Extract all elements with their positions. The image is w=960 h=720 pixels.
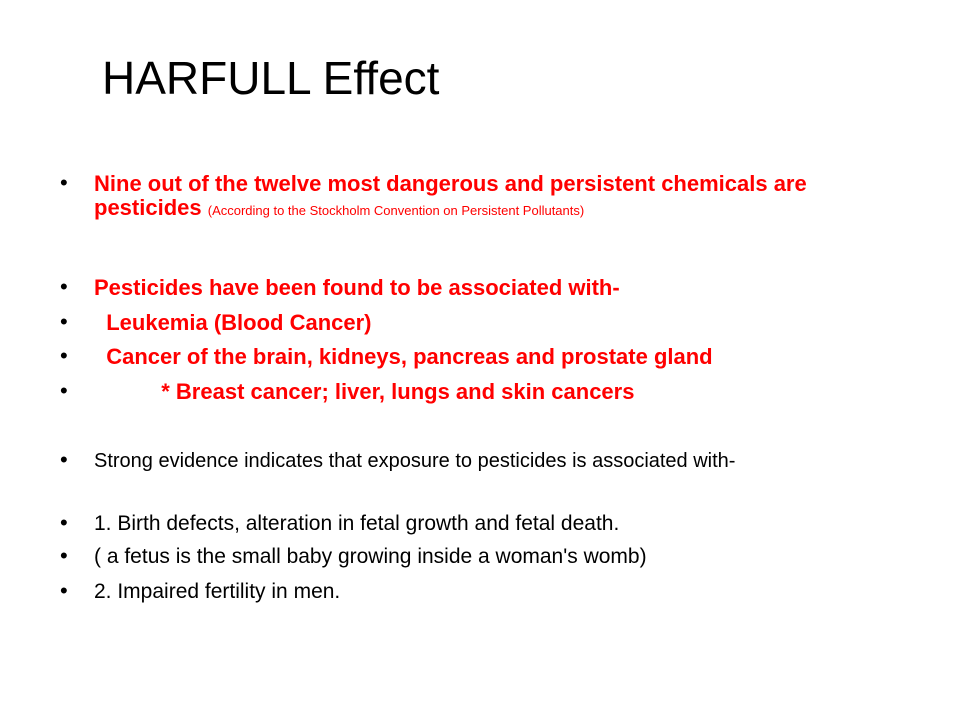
bullet-item-cancer-organs: Cancer of the brain, kidneys, pancreas and prostate gland — [94, 344, 713, 369]
bullet-text: Nine out of the twelve most dangerous and persistent chemicals are pesticides — [94, 171, 807, 220]
slide-title: HARFULL Effect — [102, 52, 440, 104]
bullet-item-strong-evidence: Strong evidence indicates that exposure to pesticides is associated with- — [94, 450, 736, 472]
bullet-item-leukemia: Leukemia (Blood Cancer) — [94, 310, 372, 335]
bullet-dot-icon: • — [60, 170, 68, 195]
bullet-dot-icon: • — [60, 510, 68, 535]
bullet-item-birth-defects: 1. Birth defects, alteration in fetal growth and fetal death. — [94, 512, 620, 535]
bullet-dot-icon: • — [60, 343, 68, 368]
bullet-dot-icon: • — [60, 543, 68, 568]
bullet-dot-icon: • — [60, 309, 68, 334]
bullet-source-note: (According to the Stockholm Convention on Persistent Pollutants) — [207, 203, 585, 218]
bullet-item-dangerous-chemicals — [94, 172, 890, 223]
bullet-item-fetus-note: ( a fetus is the small baby growing inside a woman's womb) — [94, 545, 647, 568]
bullet-item-breast-cancer: * Breast cancer; liver, lungs and skin cancers — [94, 379, 635, 404]
bullet-dot-icon: • — [60, 274, 68, 299]
bullet-item-fertility: 2. Impaired fertility in men. — [94, 580, 341, 603]
bullet-dot-icon: • — [60, 378, 68, 403]
bullet-dot-icon: • — [60, 578, 68, 603]
bullet-dot-icon: • — [60, 447, 68, 472]
bullet-item-associated-with: Pesticides have been found to be associated with- — [94, 275, 620, 300]
